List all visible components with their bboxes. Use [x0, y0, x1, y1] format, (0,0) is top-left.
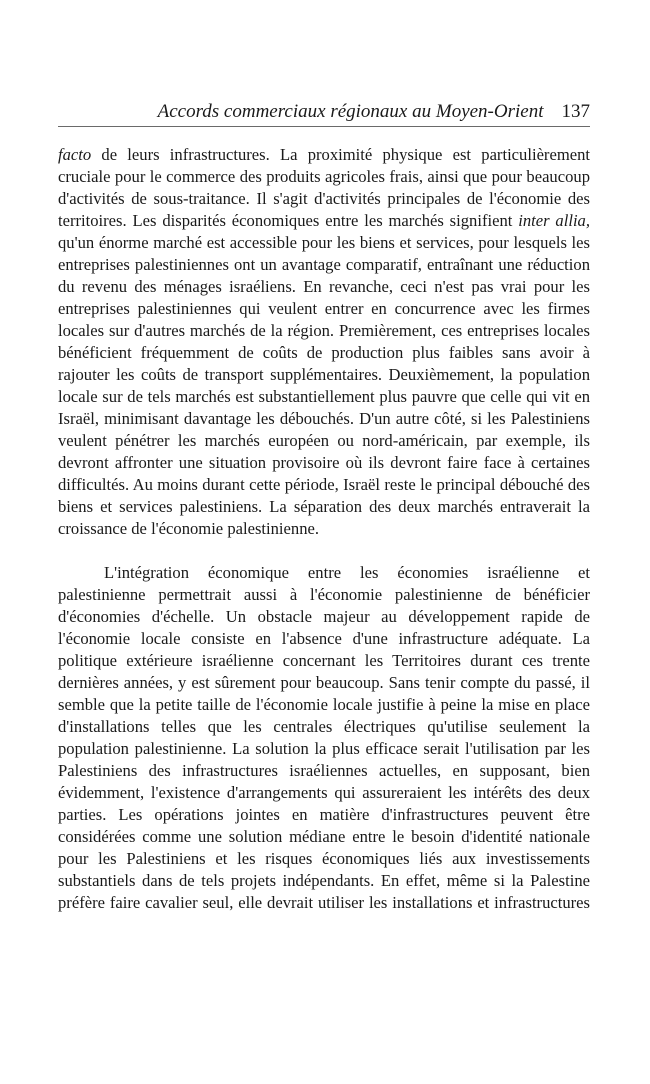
- paragraph-1: [58, 144, 590, 540]
- paragraph-2: L'intégration économique entre les économies israélienne et palestinienne permettrait aussi à l'économie palestinienne de bénéficier d'économies d'échelle. Un obstacle majeur au développement rapide de l'économie locale consiste en l'absence d'une infrastructure adéquate. La politique extérieure israélienne concernant les Territoires durant ces trente dernières années, y est sûrement pour beaucoup. Sans tenir compte du passé, il semble que la petite taille de l'économie locale justifie à peine la mise en place d'installations telles que les centrales électriques qu'utilise seulement la population palestinienne. La solution la plus efficace serait l'utilisation par les Palestiniens des infrastructures israéliennes actuelles, en supposant, bien évidemment, l'existence d'arrangements qui assureraient les intérêts des deux parties. Les opérations jointes en matière d'infrastructures peuvent être considérées comme une solution médiane entre le besoin d'identité nationale pour les Palestiniens et les risques économiques liés aux investissements substantiels dans de tels projets indépendants. En effet, même si la Palestine préfère faire cavalier seul, elle devrait utiliser les installations et infrastructures: [58, 563, 590, 912]
- body-text: [58, 144, 590, 914]
- paragraph-1-text-a: de leurs infrastructures. La proximité physique est particulièrement cruciale pour le commerce des produits agricoles frais, ainsi que pour beaucoup d'activités de sous-traitance. Il s'agit d'activités principales de l'économie des territoires. Les disparités économiques entre les marchés signifient: [58, 145, 590, 230]
- running-header: [58, 100, 590, 124]
- paragraph-1-lead-italic: facto: [58, 145, 92, 164]
- paragraph-1-italic-phrase: inter allia,: [518, 211, 590, 230]
- running-title: Accords commerciaux régionaux au Moyen-Orient: [157, 101, 544, 122]
- paragraph-1-text-c: qu'un énorme marché est accessible pour les biens et services, pour lesquels les entreprises palestiniennes ont un avantage comparatif, entraînant une réduction du revenu des ménages israéliens. En revanche, ceci n'est pas vrai pour les entreprises palestiniennes qui veulent entrer en concurrence avec les firmes locales sur d'autres marchés de la région. Premièrement, ces entreprises locales bénéficient fréquemment de coûts de production plus faibles sans avoir à rajouter les coûts de transport supplémentaires. Deuxièmement, la population locale sur de tels marchés est substantiellement plus pauvre que celle qui vit en Israël, minimisant davantage les débouchés. D'un autre côté, si les Palestiniens veulent pénétrer les marchés européen ou nord-américain, par exemple, ils devront affronter une situation provisoire où ils devront faire face à certaines difficultés. Au moins durant cette période, Israël reste le principal débouché des biens et services palestiniens. La séparation des deux marchés entraverait la croissance de l'économie palestinienne.: [58, 233, 590, 538]
- header-rule: [58, 126, 590, 127]
- page-number: 137: [561, 101, 590, 122]
